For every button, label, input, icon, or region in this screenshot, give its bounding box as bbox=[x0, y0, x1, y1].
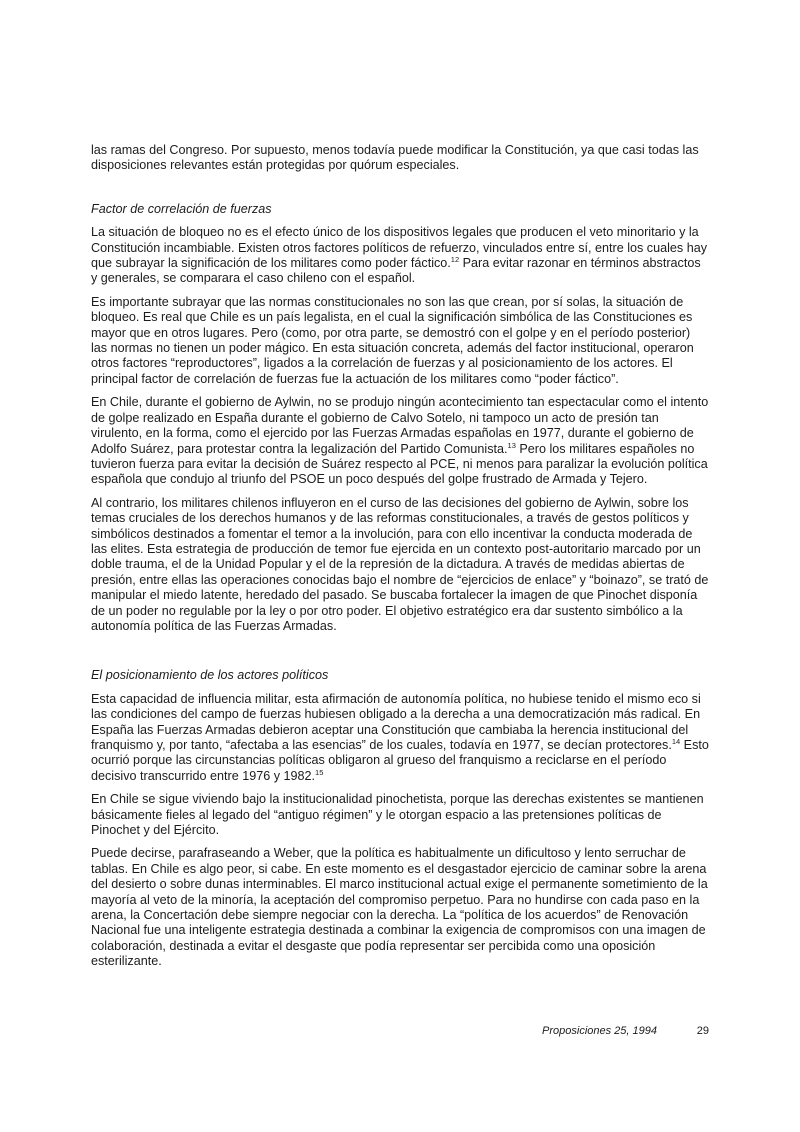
footnote-ref[interactable]: 12 bbox=[450, 254, 460, 264]
paragraph bbox=[91, 692, 709, 784]
paragraph bbox=[91, 225, 709, 287]
footnote-ref[interactable]: 15 bbox=[315, 767, 324, 777]
footnote-ref[interactable]: 14 bbox=[671, 736, 681, 746]
page-body bbox=[91, 143, 709, 978]
paragraph-text: Pero los militares españoles no tuvieron fuerza para evitar la decisión de Suárez respecto al PCE, ni menos para paralizar la evolución política española que condujo al triunfo del PSOE un poco después del golpe frustrado de Armada y Tejero. bbox=[91, 441, 708, 487]
page-number: 29 bbox=[696, 1025, 709, 1037]
section-heading: El posicionamiento de los actores políticos bbox=[91, 668, 329, 683]
paragraph: las ramas del Congreso. Por supuesto, menos todavía puede modificar la Constitución, ya que casi todas las disposiciones relevantes están protegidas por quórum especiales. bbox=[91, 143, 699, 173]
paragraph-text: Esta capacidad de influencia militar, esta afirmación de autonomía política, no hubiese tenido el mismo eco si las condiciones del campo de fuerzas hubiesen obligado a la derecha a una democratización más radical. En España las Fuerzas Armadas debieron aceptar una Constitución que cambiaba la herencia institucional del franquismo y, por tanto, “afectaba a las esencias” de los cuales, todavía en 1977, se decían protectores. bbox=[91, 691, 701, 752]
paragraph: En Chile se sigue viviendo bajo la institucionalidad pinochetista, porque las derechas existentes se mantienen básicamente fieles al legado del “antiguo régimen” y le otorgan espacio a las pretensiones políticas de Pinochet y del Ejército. bbox=[91, 792, 704, 838]
paragraph-text: Para evitar razonar en términos abstractos y generales, se comparara el caso chileno con el español. bbox=[91, 256, 701, 286]
paragraph: Es importante subrayar que las normas constitucionales no son las que crean, por sí solas, la situación de bloqueo. Es real que Chile es un país legalista, en el cual la significación simbólica de las Constituciones es mayor que en otros lugares. Pero (como, por otra parte, se demostró con el golpe y en el período posterior) las normas no tienen un poder mágico. En esta situación concreta, además del factor institucional, operaron otros factores “reproductores”, ligados a la correlación de fuerzas y al posicionamiento de los actores. El principal factor de correlación de fuerzas fue la actuación de los militares como “poder fáctico”. bbox=[91, 294, 694, 386]
footnote-ref[interactable]: 13 bbox=[507, 440, 516, 450]
paragraph-text: La situación de bloqueo no es el efecto único de los dispositivos legales que producen el veto minoritario y la Constitución incambiable. Existen otros factores políticos de refuerzo, vinculados entre sí, entre los cuales hay que subrayar la significación de los militares como poder fáctico. bbox=[91, 225, 708, 271]
paragraph: Puede decirse, parafraseando a Weber, que la política es habitualmente un dificultoso y lento serruchar de tablas. En Chile es algo peor, si cabe. En este momento es el desgastador ejercicio de caminar sobre la arena del desierto o sobre dunas interminables. El marco institucional actual exige el permanente sometimiento de la mayoría al veto de la minoría, la aceptación del compromiso perpetuo. Para no hundirse con cada paso en la arena, la Concertación debe siempre negociar con la derecha. La “política de los acuerdos” de Renovación Nacional fue una inteligente estrategia destinada a combinar la exigencia de compromisos con una imagen de colaboración, destinada a evitar el desgaste que podía representar ser percibida como una oposición esterilizante. bbox=[91, 846, 708, 969]
paragraph-text: En Chile, durante el gobierno de Aylwin, no se produjo ningún acontecimiento tan espectacular como el intento de golpe realizado en España durante el gobierno de Calvo Sotelo, ni tampoco un acto de presión tan virulento, en la forma, como el ejercido por las Fuerzas Armadas españolas en 1977, durante el gobierno de Adolfo Suárez, para protestar contra la legalización del Partido Comunista. bbox=[91, 395, 709, 456]
journal-citation: Proposiciones 25, 1994 bbox=[542, 1025, 657, 1037]
paragraph bbox=[91, 395, 709, 487]
paragraph-text: Esto ocurrió porque las circunstancias políticas obligaron al grueso del franquismo a reciclarse en el período decisivo transcurrido entre 1976 y 1982. bbox=[91, 738, 709, 783]
paragraph: Al contrario, los militares chilenos influyeron en el curso de las decisiones del gobierno de Aylwin, sobre los temas cruciales de los derechos humanos y de las reformas constitucionales, a través de gestos políticos y simbólicos destinados a fomentar el temor a la involución, para con ello incentivar la conducta moderada de las elites. Esta estrategia de producción de temor fue ejercida en un contexto post-autoritario marcado por un doble trauma, el de la Unidad Popular y el de la represión de la dictadura. A través de medidas abiertas de presión, entre ellas las operaciones conocidas bajo el nombre de “ejercicios de enlace” y “boinazo”, se trató de manipular el miedo latente, heredado del pasado. Se buscaba fortalecer la imagen de que Pinochet disponía de un poder no regulable por la ley o por otro poder. El objetivo estratégico era dar sustento simbólico a la autonomía política de las Fuerzas Armadas. bbox=[91, 495, 709, 633]
section-heading: Factor de correlación de fuerzas bbox=[91, 201, 272, 216]
